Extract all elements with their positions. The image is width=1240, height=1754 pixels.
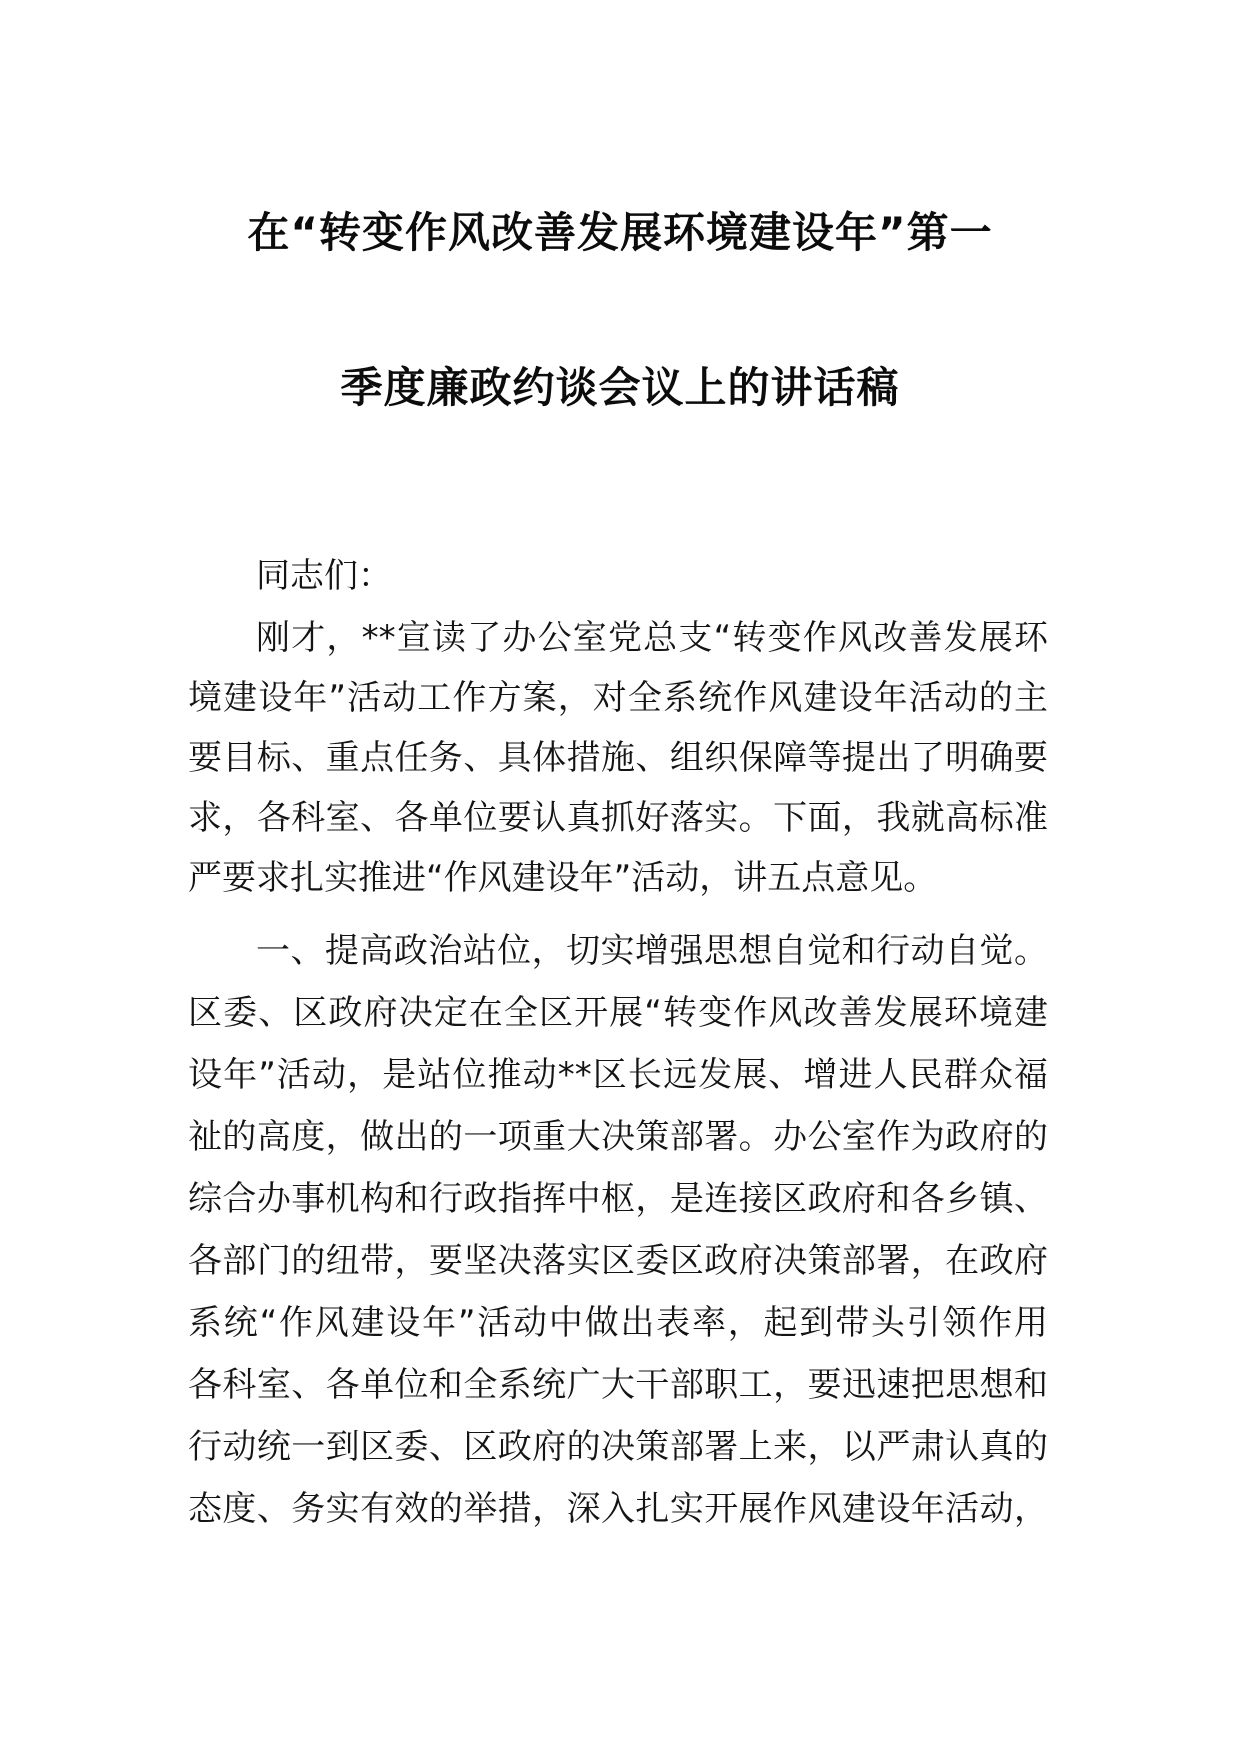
paragraph-line: 严要求扎实推进“作风建设年”活动，讲五点意见。	[188, 858, 938, 898]
section-heading-line: 一、提高政治站位，切实增强思想自觉和行动自觉。	[256, 931, 1048, 971]
paragraph-line: 综合办事机构和行政指挥中枢，是连接区政府和各乡镇、	[188, 1179, 1048, 1219]
paragraph-line: 要目标、重点任务、具体措施、组织保障等提出了明确要	[188, 738, 1048, 778]
greeting: 同志们：	[256, 556, 392, 596]
paragraph-line: 行动统一到区委、区政府的决策部署上来，以严肃认真的	[188, 1427, 1048, 1467]
paragraph-line: 各科室、各单位和全系统广大干部职工，要迅速把思想和	[188, 1365, 1048, 1405]
paragraph-line: 系统“作风建设年”活动中做出表率，起到带头引领作用	[188, 1303, 1048, 1343]
paragraph-line: 境建设年”活动工作方案，对全系统作风建设年活动的主	[188, 678, 1048, 718]
paragraph-line: 求，各科室、各单位要认真抓好落实。下面，我就高标准	[188, 798, 1048, 838]
document-title-line-2: 季度廉政约谈会议上的讲话稿	[340, 363, 900, 412]
paragraph-line: 祉的高度，做出的一项重大决策部署。办公室作为政府的	[188, 1117, 1048, 1157]
paragraph-line: 设年”活动，是站位推动**区长远发展、增进人民群众福	[188, 1055, 1048, 1095]
paragraph-line: 态度、务实有效的举措，深入扎实开展作风建设年活动，	[188, 1489, 1048, 1529]
paragraph-line: 区委、区政府决定在全区开展“转变作风改善发展环境建	[188, 993, 1048, 1033]
document-title-line-1: 在“转变作风改善发展环境建设年”第一	[247, 208, 993, 257]
paragraph-line: 各部门的纽带，要坚决落实区委区政府决策部署，在政府	[188, 1241, 1048, 1281]
paragraph-line: 刚才，**宣读了办公室党总支“转变作风改善发展环	[256, 618, 1048, 658]
